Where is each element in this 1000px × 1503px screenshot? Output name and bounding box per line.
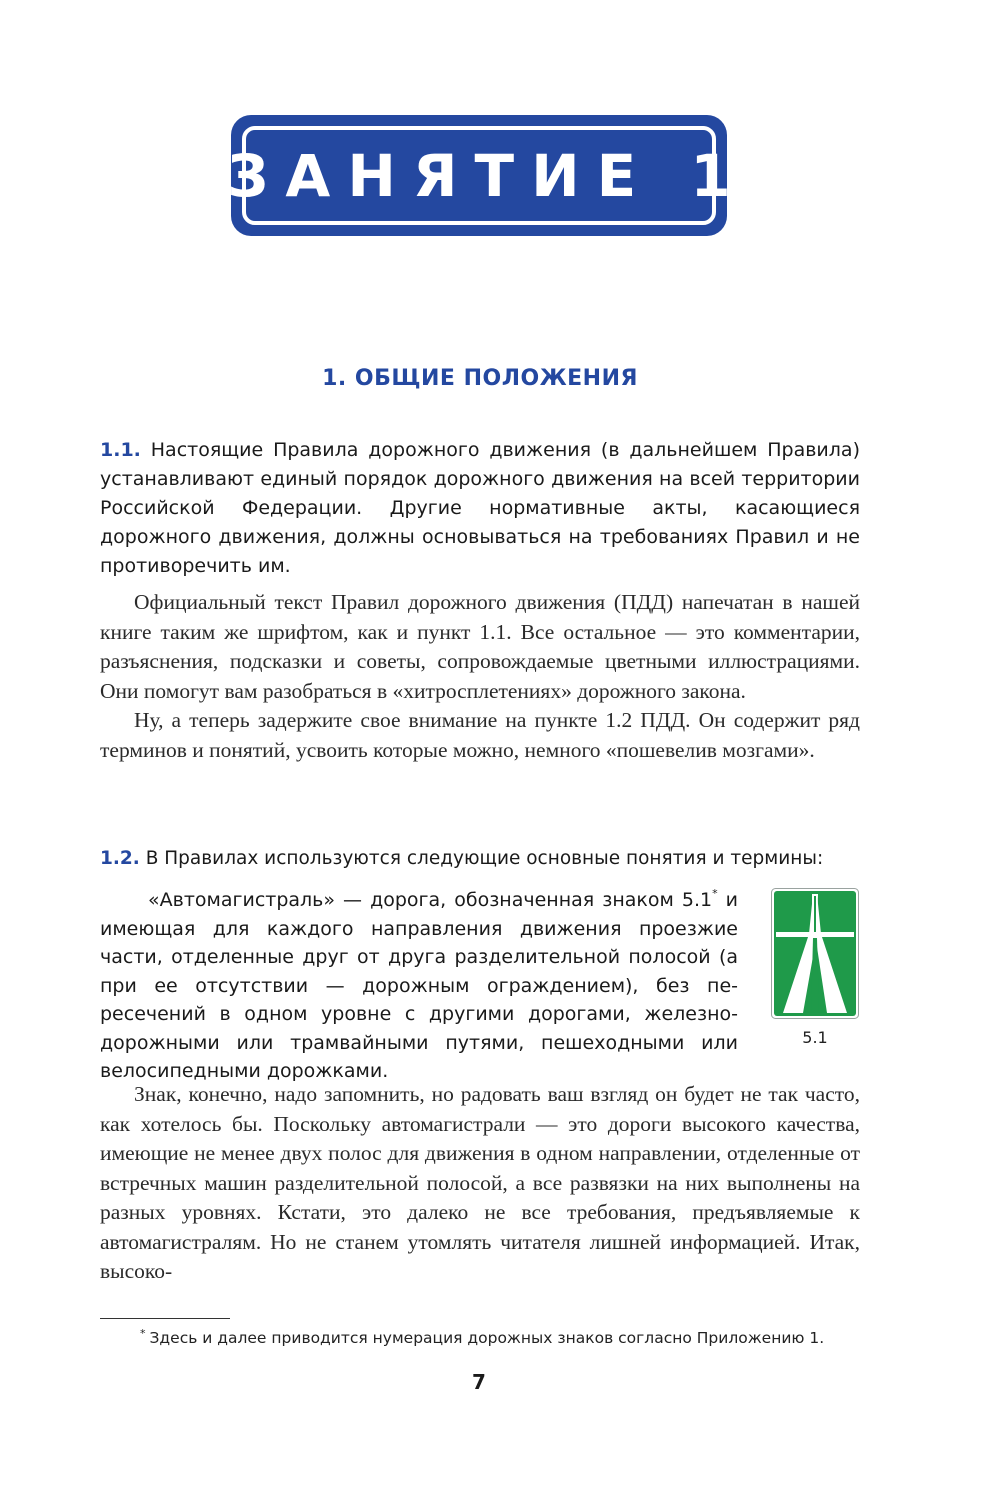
lesson-title-plate — [227, 115, 748, 236]
footnote-divider — [100, 1318, 230, 1319]
definition-text: и имеющая для каждого направления движения проезжие части, отделенные друг от друга разделительной полосой (а при ее отсутствии — дорожным ограждением), без пересечений в одном уровне с другими дорогами, железнодорожными или трамвайными путями, пешеходными или велосипедными дорожками. — [100, 889, 738, 1082]
lesson-title: ЗАНЯТИЕ 1 — [227, 141, 748, 210]
lesson-title-border — [227, 126, 748, 225]
rule-number: 1.1. — [100, 439, 141, 461]
footnote-mark: * — [712, 887, 718, 900]
page-number: 7 — [472, 1370, 486, 1394]
commentary-paragraph: Знак, конечно, надо запомнить, но радовать ваш взгляд он будет не так часто, как хотелось бы. Поскольку автомагистрали — это дороги высокого качества, имеющие не менее двух полос для движения в одном направлении, отделенные от встречных машин разделительной полосой, а все развязки на них выполнены на разных уровнях. Кстати, это далеко не все требования, предъявляемые к автомагистралям. Но не станем утомлять читателя лишней информацией. Итак, высоко- — [100, 1082, 860, 1283]
commentary-paragraph: Ну, а теперь задержите свое внимание на пункте 1.2 ПДД. Он содержит ряд терминов и понятий, усвоить которые можно, немного «пошевелив мозгами». — [100, 708, 860, 762]
commentary-block — [100, 588, 860, 765]
footnote-text: Здесь и далее приводится нумерация дорожных знаков согласно Приложению 1. — [149, 1329, 825, 1347]
rule-1-2 — [100, 844, 860, 873]
rule-number: 1.2. — [100, 848, 140, 869]
commentary-paragraph: Официальный текст Правил дорожного движения (ПДД) напечатан в нашей книге таким же шрифтом, как и пункт 1.1. Все остальное — это комментарии, разъяснения, подсказки и советы, сопровождаемые цветными иллюстрациями. Они помогут вам разобраться в «хитросплетениях» дорожного закона. — [100, 590, 860, 703]
footnote — [140, 1327, 880, 1347]
rule-text: В Правилах используются следующие основные понятия и термины: — [145, 848, 824, 869]
footnote-mark: * — [140, 1327, 146, 1340]
definition-term: «Автомагистраль» — дорога, обозначенная знаком 5.1 — [148, 889, 713, 911]
rule-1-1 — [100, 436, 860, 581]
rule-text: Настоящие Правила дорожного движения (в дальнейшем Правила) устанавливают единый порядок дорожного движения на всей территории Российской Федерации. Другие нормативные акты, касающиеся дорожного движения, должны основываться на требованиях Правил и не противоречить им. — [100, 439, 860, 577]
motorway-sign-icon — [771, 888, 859, 1019]
commentary-block — [100, 1080, 860, 1287]
sign-caption: 5.1 — [802, 1028, 828, 1047]
definition-motorway — [100, 880, 738, 1086]
section-title: 1. ОБЩИЕ ПОЛОЖЕНИЯ — [322, 366, 638, 391]
